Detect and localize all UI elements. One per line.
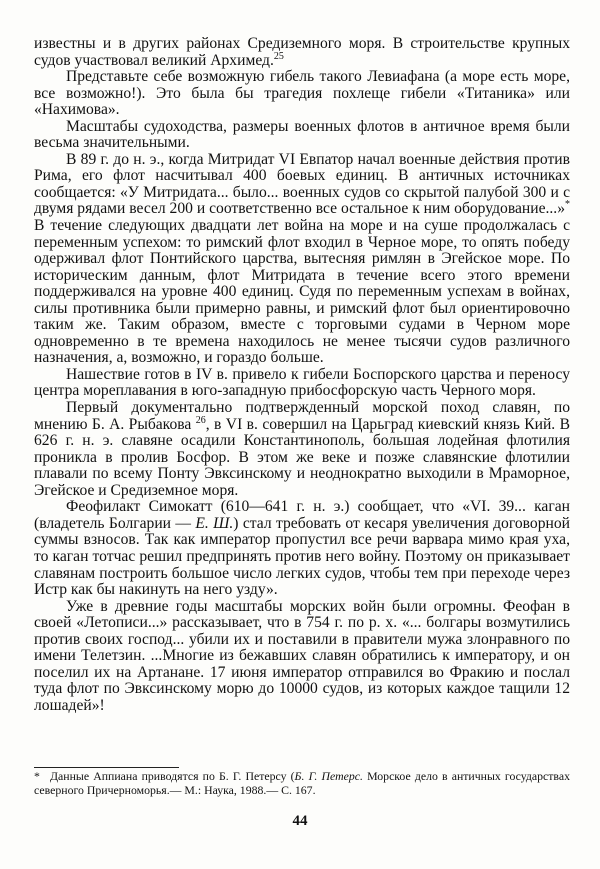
initials-italic: Е. Ш. [195,514,234,532]
paragraph-7: Феофилакт Симокатт (610—641 г. н. э.) сообщает, что «VI. 39... каган (владетель Болгарии — Е. Ш.) стал требовать от кесаря увеличения договорной суммы взносов. Так как император пропустил все речи варвара мимо края уха, то каган тотчас решил предпринять против него войну. Поэтому он приказывает славянам построить большое число легких судов, чтобы тем при переходе через Истр как бы накинуть на него узду». [34,498,570,599]
paragraph-8: Уже в древние годы масштабы морских войн были огромны. Феофан в своей «Летописи...» рассказывает, что в 754 г. по р. х. «... болгары возмутились против своих господ... убили их и поставили в правители мужа злонравного по имени Телетзин. ...Многие из бежавших славян обратились к императору, и он поселил их на Артанане. 17 июня император отправился во Фракию и послал туда флот по Эвксинскому морю до 10000 судов, из которых каждое тащили 12 лошадей»! [34,597,570,714]
paragraph-2: Представьте себе возможную гибель такого Левиафана (а море есть море, все возможно!). Это была бы трагедия похлеще гибели «Титаника» или «Нахимова». [34,68,570,119]
footnote-author-italic: Б. Г. Петерс. [294,769,363,783]
page-number: 44 [292,813,308,829]
paragraph-3: Масштабы судоходства, размеры военных флотов в античное время были весьма значительными. [34,117,570,152]
footnote-ref-star: * [565,199,570,211]
body-text [34,36,570,714]
footnote: * Данные Аппиана приводятся по Б. Г. Петерсу (Б. Г. Петерс. Морское дело в античных государствах северного Причерноморья.— М.: Наука, 1988.— С. 167. [34,769,570,797]
paragraph-1: известны и в других районах Средиземного моря. В строительстве крупных судов участвовал великий Архимед.$^{25}$ [34,35,570,69]
footnote-ref-26: 26 [195,414,206,426]
paragraph-5: Нашествие готов в IV в. привело к гибели Боспорского царства и переносу центра мореплавания в юго-западную прибосфорскую часть Черного моря. [34,365,570,400]
paragraph-4: В 89 г. до н. э., когда Митридат VI Евпатор начал военные действия против Рима, его флот насчитывал 400 боевых единиц. В античных источниках сообщается: «У Митридата... было... военных судов со скрытой палубой 300 и с двумя рядами весел 200 и соответственно все остальное к ним оборудование...»* В течение следующих двадцати лет война на море и на суше продолжалась с переменным успехом: то римский флот входил в Черное море, то опять победу одерживал флот Понтийского царства, вытесняя римлян в Эгейское море. По историческим данным, флот Митридата в течение всего этого времени поддерживался на уровне 400 единиц. Судя по переменным успехам в войнах, силы противника были примерно равны, и римский флот был ориентировочно таким же. Таким образом, вместе с торговыми судами в Черном море одновременно в те времена находилось не менее тысячи судов различного назначения, а, возможно, и гораздо больше. [34,150,570,367]
paragraph-6: Первый документально подтвержденный морской поход славян, по мнению Б. А. Рыбакова $^{26}$, в VI в. совершил на Царьград киевский князь Кий. В 626 г. н. э. славяне осадили Константинополь, большая лодейная флотилия проникла в пролив Босфор. В этом же веке и позже славянские флотилии плавали по всему Понту Эвксинскому и неоднократно выходили в Мраморное, Эгейское и Средиземное моря. [34,399,571,499]
footnote-divider [34,767,179,768]
footnote-ref-25: 25 [273,50,284,62]
footnote-mark: * [34,769,40,783]
